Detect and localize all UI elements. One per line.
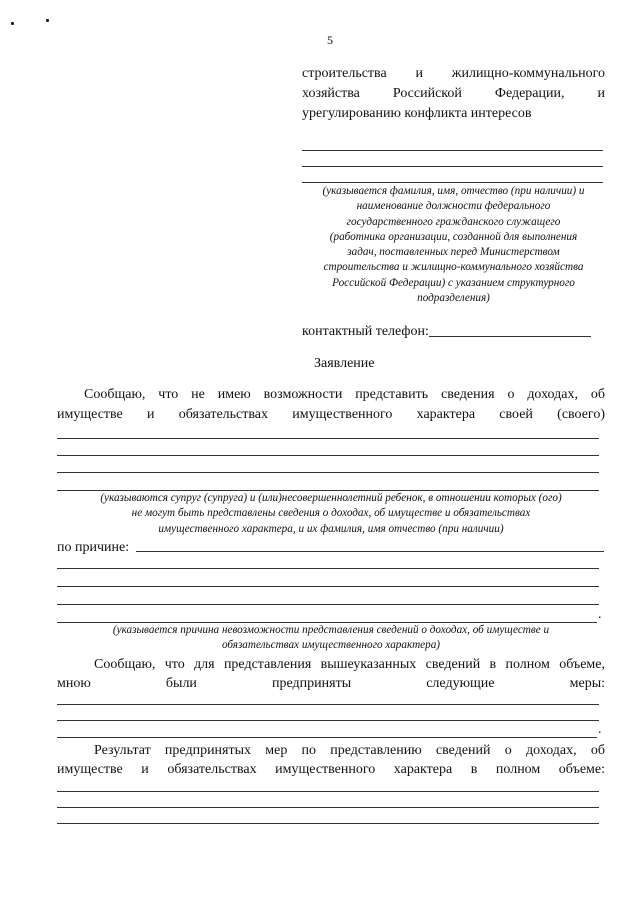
fill-line <box>57 568 599 569</box>
header-line-2: хозяйства Российской Федерации, и <box>302 86 605 101</box>
trailing-period: . <box>598 607 602 622</box>
caption-line: (указывается фамилия, имя, отчество (при наличии) и <box>322 185 585 197</box>
scan-mark <box>46 19 49 22</box>
reason-caption <box>57 623 605 654</box>
caption-line: государственного гражданского служащего <box>346 215 561 228</box>
caption-line: строительства и жилищно-коммунального хозяйства <box>323 261 584 274</box>
para2-line-1: Сообщаю, что для представления вышеуказанных сведений в полном объеме, <box>94 657 605 672</box>
para1-line-2: имуществе и обязательствах имущественного характера своей (своего) <box>57 407 605 422</box>
para1-line-1: Сообщаю, что не имею возможности представить сведения о доходах, об <box>84 387 605 402</box>
statement-title: Заявление <box>314 356 375 371</box>
family-caption <box>57 491 605 537</box>
caption-line: обязательствах имущественного характера) <box>221 639 441 652</box>
trailing-period: . <box>598 722 602 737</box>
contact-phone-label: контактный телефон: <box>302 324 429 339</box>
para2-line-2: мною были предприняты следующие меры: <box>57 676 605 691</box>
scan-mark <box>11 22 14 25</box>
header-line-3: урегулированию конфликта интересов <box>302 106 532 121</box>
fill-line <box>57 472 599 473</box>
page-number: 5 <box>327 33 333 47</box>
fill-line <box>57 823 599 824</box>
fill-line <box>57 720 599 721</box>
employee-caption <box>302 184 605 306</box>
caption-line: (указывается причина невозможности представления сведений о доходах, об имуществе и <box>112 624 550 636</box>
caption-line: наименование должности федерального <box>356 200 551 213</box>
fill-line <box>302 150 603 151</box>
fill-line <box>57 455 599 456</box>
caption-line: (указываются супруг (супруга) и (или)несовершеннолетний ребенок, в отношении которых (ого) <box>100 492 562 504</box>
fill-line <box>57 704 599 705</box>
fill-line <box>302 182 603 183</box>
fill-line <box>57 438 599 439</box>
fill-line <box>57 737 597 738</box>
caption-line: подразделения) <box>417 292 490 305</box>
caption-line: задач, поставленных перед Министерством <box>347 246 560 259</box>
fill-line <box>57 791 599 792</box>
fill-line <box>57 807 599 808</box>
fill-line <box>57 586 599 587</box>
reason-label: по причине: <box>57 540 130 555</box>
fill-line <box>302 166 603 167</box>
contact-phone-field[interactable] <box>429 336 591 337</box>
fill-line <box>57 604 599 605</box>
reason-field[interactable] <box>136 551 604 552</box>
caption-line: (работника организации, созданной для выполнения <box>329 230 578 243</box>
caption-line: не могут быть представлены сведения о доходах, об имуществе и обязательствах <box>131 507 531 520</box>
caption-line: имущественного характера, и их фамилия, имя отчество (при наличии) <box>158 522 504 535</box>
header-line-1: строительства и жилищно-коммунального <box>302 66 605 81</box>
caption-line: Российской Федерации) с указанием структурного <box>332 276 575 289</box>
para3-line-1: Результат предпринятых мер по представлению сведений о доходах, об <box>94 743 605 758</box>
para3-line-2: имуществе и обязательствах имущественного характера в полном объеме: <box>57 762 605 777</box>
contact-phone <box>302 322 591 341</box>
